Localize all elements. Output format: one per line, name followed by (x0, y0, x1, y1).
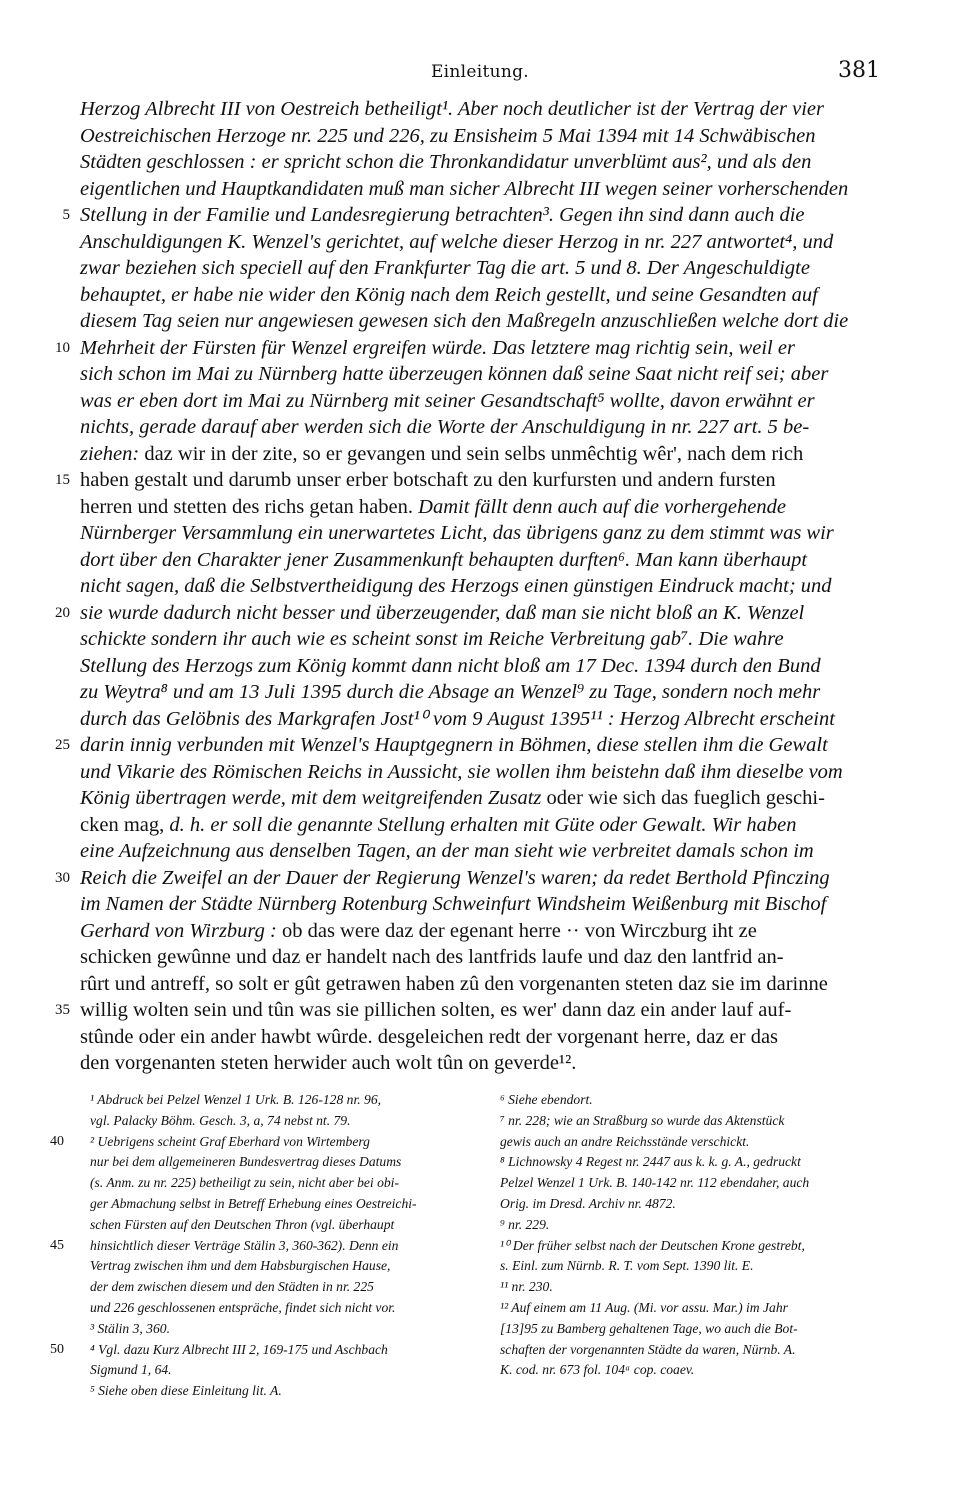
italic-text-segment: Nürnberger Versammlung ein unerwartetes Licht, das übrigens ganz zu dem stimmt was wir (80, 522, 834, 544)
italic-text-segment: Herzog Albrecht III von Oestreich betheiligt¹. Aber noch deutlicher ist der Vertrag der vier (80, 98, 824, 120)
text-line (80, 547, 880, 574)
footnotes-right-column (500, 1090, 910, 1381)
italic-text-segment: zwar beziehen sich speciell auf den Frankfurter Tag die art. 5 und 8. Der Angeschuldigte (80, 257, 810, 279)
text-line (80, 891, 880, 918)
line-number: 40 (50, 1133, 64, 1149)
text-line (55, 600, 880, 627)
footnote-line (500, 1152, 910, 1173)
footnote-line (500, 1194, 910, 1215)
quoted-text-segment: willig wolten sein und tûn was sie pillichen solten, es wer' dann daz ein ander lauf auf- (80, 999, 792, 1021)
text-line (80, 918, 880, 945)
footnote-line (500, 1298, 910, 1319)
italic-text-segment: Stellung in der Familie und Landesregierung betrachten³. Gegen ihn sind dann auch die (80, 204, 805, 226)
text-line (80, 123, 880, 150)
footnote-text: (s. Anm. zu nr. 225) betheiligt zu sein, nicht aber bei obi- (90, 1175, 399, 1191)
footnote-line (500, 1132, 910, 1153)
line-number: 15 (55, 472, 70, 488)
footnote-line (500, 1256, 910, 1277)
text-line (80, 361, 880, 388)
footnote-text: ¹⁰ Der früher selbst nach der Deutschen Krone gestrebt, (500, 1237, 805, 1253)
text-line (80, 388, 880, 415)
footnote-text: hinsichtlich dieser Verträge Stälin 3, 360-362). Denn ein (90, 1237, 399, 1253)
footnote-line (500, 1360, 910, 1381)
text-line (80, 653, 880, 680)
footnote-text: schaften der vorgenannten Städte da waren, Nürnb. A. (500, 1341, 796, 1357)
italic-text-segment: und Vikarie des Römischen Reichs in Aussicht, sie wollen ihm beistehn daß ihm dieselbe vom (80, 760, 843, 783)
footnote-text: s. Einl. zum Nürnb. R. T. vom Sept. 1390 lit. E. (500, 1258, 754, 1274)
quoted-text-segment: haben gestalt und darumb unser erber botschaft zu den kurfursten und andern fursten (80, 469, 776, 491)
text-line (80, 785, 880, 812)
text-line (80, 1050, 880, 1077)
footnote-text: [13]95 zu Bamberg gehaltenen Tage, wo auch die Bot- (500, 1320, 798, 1336)
footnote-line (60, 1152, 500, 1173)
footnote-text: ³ Stälin 3, 360. (90, 1320, 170, 1336)
footnote-text: ⁴ Vgl. dazu Kurz Albrecht III 2, 169-175 und Aschbach (90, 1341, 388, 1357)
line-number: 10 (55, 339, 70, 356)
text-line (80, 706, 880, 733)
italic-text-segment: Anschuldigungen K. Wenzel's gerichtet, auf welche dieser Herzog in nr. 227 antwortet⁴, und (80, 230, 834, 253)
footnote-text: Pelzel Wenzel 1 Urk. B. 140-142 nr. 112 ebendaher, auch (500, 1175, 810, 1191)
quoted-text-segment: rûrt und antreff, so solt er gût getrawen haben zû den vorgenanten steten daz sie im darinne (80, 972, 828, 995)
italic-text-segment: behauptet, er habe nie wider den König nach dem Reich gestellt, und seine Gesandten auf (80, 283, 818, 306)
text-line (80, 229, 880, 256)
text-line (55, 997, 880, 1024)
quoted-text-segment: ob das were daz der egenant herre ·· von Wirczburg iht ze (281, 919, 757, 942)
footnote-text: ² Uebrigens scheint Graf Eberhard von Wirtemberg (90, 1133, 370, 1149)
footnote-text: Sigmund 1, 64. (90, 1362, 172, 1378)
footnote-text: ¹² Auf einem am 11 Aug. (Mi. vor assu. Mar.) im Jahr (500, 1299, 788, 1315)
italic-text-segment: im Namen der Städte Nürnberg Rotenburg Schweinfurt Windsheim Weißenburg mit Bischof (80, 893, 827, 915)
footnote-text: ger Abmachung selbst in Betreff Erhebung eines Oestreichi- (90, 1195, 417, 1211)
quoted-text-segment: stûnde oder ein ander hawbt wûrde. desgeleichen redt der vorgenant herre, daz er das (80, 1025, 779, 1048)
footnote-text: nur bei dem allgemeineren Bundesvertrag dieses Datums (90, 1154, 402, 1170)
italic-text-segment: Gerhard von Wirzburg : (80, 919, 282, 942)
footnote-line (60, 1277, 500, 1298)
footnote-line (60, 1381, 500, 1402)
footnote-text: ⁸ Lichnowsky 4 Regest nr. 2447 aus k. k. g. A., gedruckt (500, 1154, 801, 1170)
line-number: 35 (55, 1002, 70, 1018)
footnote-line (60, 1360, 500, 1381)
footnote-line (60, 1194, 500, 1215)
italic-text-segment: Reich die Zweifel an der Dauer der Regierung Wenzel's waren; da redet Berthold Pfinczing (80, 866, 830, 889)
line-number: 5 (62, 207, 70, 223)
footnotes-left-column (50, 1090, 500, 1402)
text-line (80, 971, 880, 998)
italic-text-segment: sich schon im Mai zu Nürnberg hatte überzeugen können daß seine Saat nicht reif sei; aber (80, 363, 829, 385)
footnote-line (60, 1256, 500, 1277)
italic-text-segment: eigentlichen und Hauptkandidaten muß man sicher Albrecht III wegen seiner vorherschenden (80, 177, 849, 200)
footnote-text: vgl. Palacky Böhm. Gesch. 3, a, 74 nebst nt. 79. (90, 1112, 351, 1128)
italic-text-segment: nicht sagen, daß die Selbstvertheidigung des Herzogs einen günstigen Eindruck macht; und (80, 575, 832, 597)
footnote-line (50, 1340, 500, 1361)
body-text (55, 96, 880, 1077)
italic-text-segment: Stellung des Herzogs zum König kommt dann nicht bloß am 17 Dec. 1394 durch den Bund (80, 654, 821, 677)
footnote-line (60, 1111, 500, 1132)
footnote-text: ⁶ Siehe ebendort. (500, 1092, 593, 1107)
footnote-line (50, 1236, 500, 1257)
footnote-text: und 226 geschlossenen entspräche, findet sich nicht vor. (90, 1299, 396, 1315)
footnote-text: K. cod. nr. 673 fol. 104ᵃ cop. coaev. (500, 1362, 695, 1378)
footnote-line (500, 1340, 910, 1361)
footnote-text: schen Fürsten auf den Deutschen Thron (vgl. überhaupt (90, 1216, 395, 1232)
italic-text-segment: was er eben dort im Mai zu Nürnberg mit seiner Gesandtschaft⁵ wollte, davon erwähnt er (80, 389, 815, 412)
footnote-text: ¹¹ nr. 230. (500, 1279, 553, 1295)
text-line (80, 96, 880, 123)
text-line (80, 573, 880, 600)
italic-text-segment: Oestreichischen Herzoge nr. 225 und 226, zu Ensisheim 5 Mai 1394 mit 14 Schwäbischen (80, 124, 816, 147)
footnote-line (500, 1277, 910, 1298)
text-line (80, 838, 880, 865)
quoted-text-segment: oder wie sich das fueglich geschi- (546, 787, 825, 809)
footnote-text: Vertrag zwischen ihm und dem Habsburgischen Hause, (90, 1258, 391, 1274)
quoted-text-segment: den vorgenanten steten herwider auch wolt tûn on geverde¹². (80, 1052, 577, 1074)
text-line (62, 202, 880, 229)
footnote-line (60, 1319, 500, 1340)
running-header: Einleitung. (430, 62, 530, 82)
footnote-line (500, 1319, 910, 1340)
footnote-text: ⁹ nr. 229. (500, 1216, 550, 1232)
italic-text-segment: ziehen: (80, 442, 145, 465)
text-line (80, 679, 880, 706)
text-line (80, 1024, 880, 1051)
text-line (80, 149, 880, 176)
footnote-line (50, 1132, 500, 1153)
footnote-line (60, 1298, 500, 1319)
text-line (80, 282, 880, 309)
italic-text-segment: Städten geschlossen : er spricht schon die Thronkandidatur unverblümt aus², und als den (80, 151, 812, 173)
text-line (80, 494, 880, 521)
italic-text-segment: zu Weytra⁸ und am 13 Juli 1395 durch die Absage an Wenzel⁹ zu Tage, sondern noch mehr (80, 681, 821, 703)
footnote-line (60, 1090, 500, 1111)
footnote-text: Orig. im Dresd. Archiv nr. 4872. (500, 1195, 676, 1211)
text-line (80, 414, 880, 441)
italic-text-segment: d. h. er soll die genannte Stellung erhalten mit Güte oder Gewalt. Wir haben (169, 813, 797, 836)
line-number: 20 (55, 604, 70, 621)
text-line (80, 812, 880, 839)
line-number: 45 (50, 1237, 64, 1253)
text-line (80, 176, 880, 203)
text-line (80, 759, 880, 786)
text-line (80, 441, 880, 468)
footnote-line (500, 1236, 910, 1257)
italic-text-segment: nichts, gerade darauf aber werden sich die Worte der Anschuldigung in nr. 227 art. 5 be- (80, 416, 810, 438)
line-number: 25 (55, 737, 70, 753)
footnote-text: ¹ Abdruck bei Pelzel Wenzel 1 Urk. B. 126-128 nr. 96, (90, 1092, 382, 1107)
italic-text-segment: eine Aufzeichnung aus denselben Tagen, an der man sieht wie verbreitet damals schon im (80, 840, 814, 862)
footnote-text: ⁷ nr. 228; wie an Straßburg so wurde das Aktenstück (500, 1112, 785, 1128)
quoted-text-segment: daz wir in der zite, so er gevangen und sein selbs unmêchtig wêr', nach dem rich (144, 442, 804, 465)
footnote-line (500, 1111, 910, 1132)
footnote-line (500, 1173, 910, 1194)
line-number: 30 (55, 869, 70, 886)
footnote-line (500, 1090, 910, 1111)
text-line (80, 626, 880, 653)
footnote-text: der dem zwischen diesem und den Städten in nr. 225 (90, 1279, 374, 1295)
quoted-text-segment: herren und stetten des richs getan haben. (80, 495, 419, 518)
footnote-text: gewis auch an andre Reichsstände verschickt. (500, 1133, 750, 1149)
italic-text-segment: Damit fällt denn auch auf die vorhergehende (418, 495, 786, 518)
text-line (55, 335, 880, 362)
italic-text-segment: durch das Gelöbnis des Markgrafen Jost¹⁰ vom 9 August 1395¹¹ : Herzog Albrecht erscheint (80, 707, 835, 730)
footnote-line (60, 1215, 500, 1236)
line-number: 50 (50, 1341, 64, 1357)
text-line (80, 255, 880, 282)
italic-text-segment: diesem Tag seien nur angewiesen gewesen sich den Maßregeln anzuschließen welche dort die (80, 310, 849, 332)
text-line (55, 467, 880, 494)
quoted-text-segment: cken mag, (80, 813, 170, 836)
italic-text-segment: Mehrheit der Fürsten für Wenzel ergreifen würde. Das letztere mag richtig sein, weil er (80, 336, 795, 359)
footnote-text: ⁵ Siehe oben diese Einleitung lit. A. (90, 1383, 282, 1399)
text-line (55, 732, 880, 759)
italic-text-segment: darin innig verbunden mit Wenzel's Hauptgegnern in Böhmen, diese stellen ihm die Gewalt (80, 734, 828, 756)
italic-text-segment: schickte sondern ihr auch wie es scheint sonst im Reiche Verbreitung gab⁷. Die wahre (80, 628, 784, 650)
footnote-line (60, 1173, 500, 1194)
text-line (80, 520, 880, 547)
quoted-text-segment: schicken gewûnne und daz er handelt nach des lantfrids laufe und daz den lantfrid an- (80, 946, 784, 968)
footnote-line (500, 1215, 910, 1236)
page-number: 381 (838, 58, 880, 83)
text-line (80, 944, 880, 971)
text-line (55, 865, 880, 892)
text-line (80, 308, 880, 335)
italic-text-segment: König übertragen werde, mit dem weitgreifenden Zusatz (80, 787, 547, 809)
italic-text-segment: dort über den Charakter jener Zusammenkunft behaupten durften⁶. Man kann überhaupt (80, 548, 808, 571)
italic-text-segment: sie wurde dadurch nicht besser und überzeugender, daß man sie nicht bloß an K. Wenzel (80, 601, 805, 624)
